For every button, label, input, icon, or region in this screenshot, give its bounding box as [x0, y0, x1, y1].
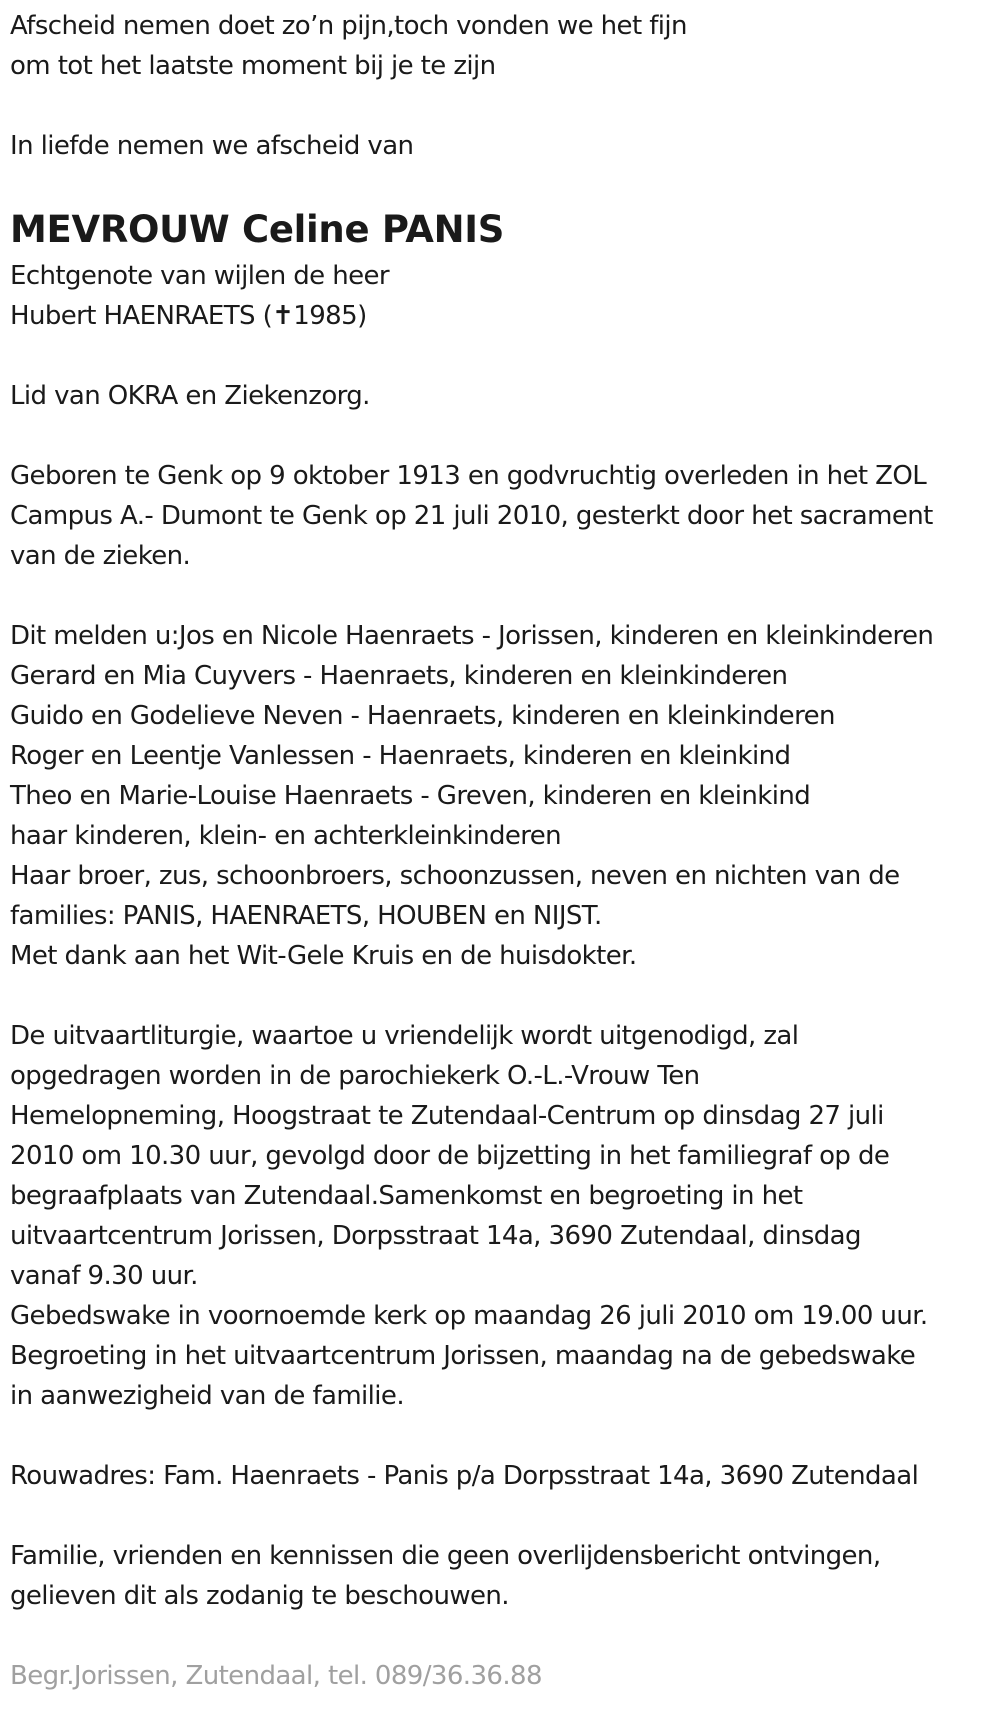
poem-line: om tot het laatste moment bij je te zijn — [10, 51, 496, 81]
membership-text: Lid van OKRA en Ziekenzorg. — [10, 381, 370, 411]
birth-death-line: Campus A.- Dumont te Genk op 21 juli 2010, gesterkt door het sacrament — [10, 501, 933, 531]
family-line: Roger en Leentje Vanlessen - Haenraets, kinderen en kleinkind — [10, 741, 791, 771]
family-line: Gerard en Mia Cuyvers - Haenraets, kinderen en kleinkinderen — [10, 661, 788, 691]
ceremony-line: vanaf 9.30 uur. — [10, 1261, 198, 1291]
ceremony-line: begraafplaats van Zutendaal.Samenkomst en begroeting in het — [10, 1181, 803, 1211]
family-line: Theo en Marie-Louise Haenraets - Greven, kinderen en kleinkind — [10, 781, 811, 811]
spouse-info — [10, 256, 995, 336]
family-line: Met dank aan het Wit-Gele Kruis en de huisdokter. — [10, 941, 637, 971]
closing-line: Familie, vrienden en kennissen die geen overlijdensbericht ontvingen, — [10, 1541, 881, 1571]
ceremony-line: uitvaartcentrum Jorissen, Dorpsstraat 14a, 3690 Zutendaal, dinsdag — [10, 1221, 861, 1251]
obituary-notice — [10, 6, 995, 1696]
family-line: families: PANIS, HAENRAETS, HOUBEN en NIJST. — [10, 901, 602, 931]
ceremony-line: 2010 om 10.30 uur, gevolgd door de bijzetting in het familiegraf op de — [10, 1141, 890, 1171]
closing-note — [10, 1536, 995, 1616]
ceremony-info — [10, 1016, 995, 1416]
ceremony-line: Begroeting in het uitvaartcentrum Jorissen, maandag na de gebedswake — [10, 1341, 916, 1371]
birth-death-info — [10, 456, 995, 576]
family-line: haar kinderen, klein- en achterkleinkinderen — [10, 821, 562, 851]
family-line: Dit melden u:Jos en Nicole Haenraets - Jorissen, kinderen en kleinkinderen — [10, 621, 934, 651]
birth-death-line: Geboren te Genk op 9 oktober 1913 en godvruchtig overleden in het ZOL — [10, 461, 927, 491]
ceremony-line: opgedragen worden in de parochiekerk O.-L.-Vrouw Ten — [10, 1061, 700, 1091]
closing-line: gelieven dit als zodanig te beschouwen. — [10, 1581, 509, 1611]
spouse-line: Echtgenote van wijlen de heer — [10, 261, 389, 291]
family-list — [10, 616, 995, 976]
poem — [10, 6, 995, 86]
birth-death-line: van de zieken. — [10, 541, 191, 571]
funeral-home-footer: Begr.Jorissen, Zutendaal, tel. 089/36.36.88 — [10, 1661, 542, 1691]
family-line: Haar broer, zus, schoonbroers, schoonzussen, neven en nichten van de — [10, 861, 900, 891]
ceremony-line: in aanwezigheid van de familie. — [10, 1381, 404, 1411]
intro-text: In liefde nemen we afscheid van — [10, 131, 414, 161]
spouse-line: Hubert HAENRAETS (✝1985) — [10, 301, 367, 331]
poem-line: Afscheid nemen doet zo’n pijn,toch vonden we het fijn — [10, 11, 687, 41]
family-line: Guido en Godelieve Neven - Haenraets, kinderen en kleinkinderen — [10, 701, 835, 731]
mourning-address: Rouwadres: Fam. Haenraets - Panis p/a Dorpsstraat 14a, 3690 Zutendaal — [10, 1461, 919, 1491]
ceremony-line: Gebedswake in voornoemde kerk op maandag 26 juli 2010 om 19.00 uur. — [10, 1301, 928, 1331]
deceased-name: MEVROUW Celine PANIS — [10, 208, 505, 251]
ceremony-line: Hemelopneming, Hoogstraat te Zutendaal-Centrum op dinsdag 27 juli — [10, 1101, 884, 1131]
ceremony-line: De uitvaartliturgie, waartoe u vriendelijk wordt uitgenodigd, zal — [10, 1021, 799, 1051]
